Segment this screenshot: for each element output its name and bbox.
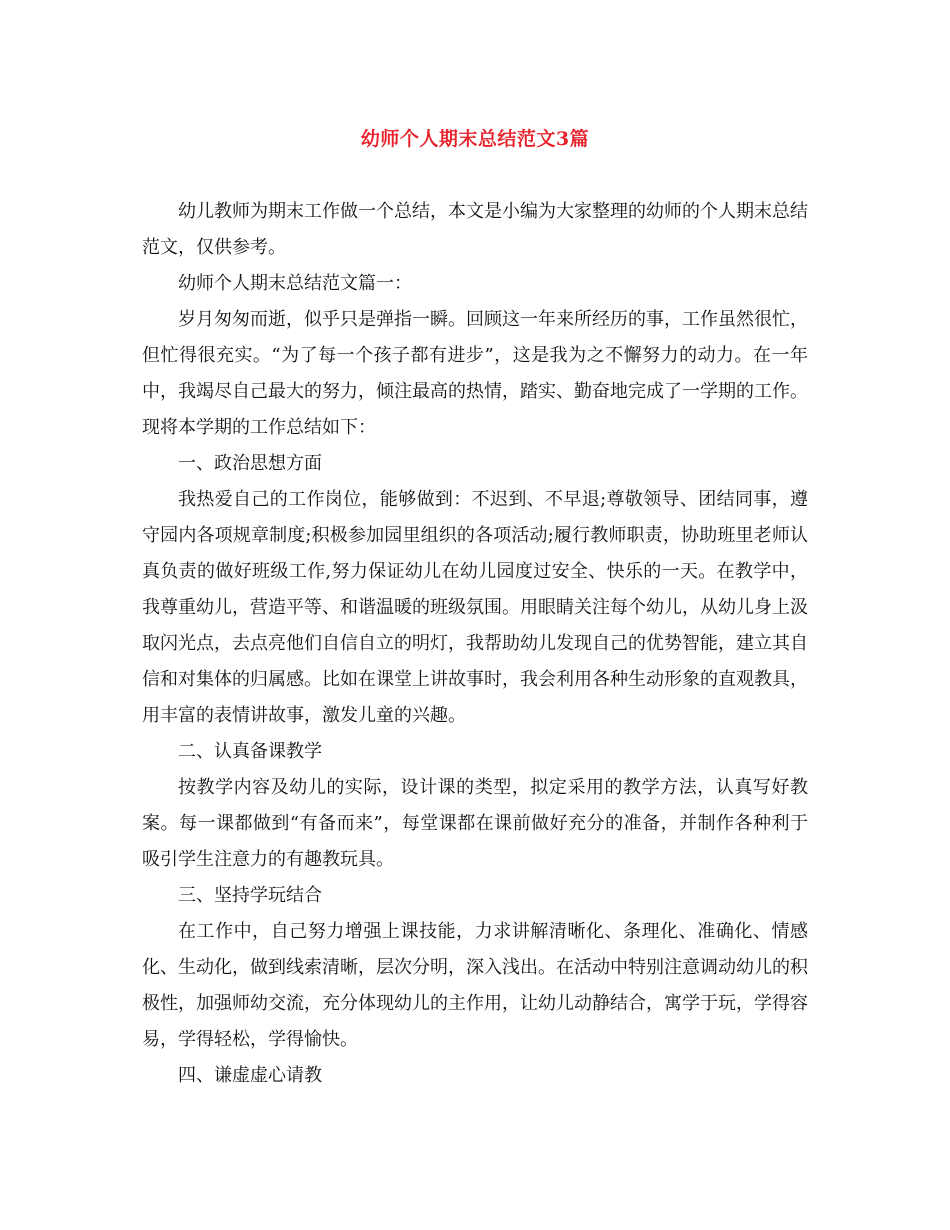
section-heading-politics: 一、政治思想方面 [178,453,322,474]
paragraph-politics: 我热爱自己的工作岗位，能够做到：不迟到、不早退;尊敬领导、团结同事，遵守园内各项规章制度;积极参加园里组织的各项活动;履行教师职责，协助班里老师认真负责的做好班级工作,努力保证幼儿在幼儿园度过安全、快乐的一天。在教学中，我尊重幼儿，营造平等、和谐温暖的班级氛围。用眼睛关注每个幼儿，从幼儿身上汲取闪光点，去点亮他们自信自立的明灯，我帮助幼儿发现自己的优势智能，建立其自信和对集体的归属感。比如在课堂上讲故事时，我会利用各种生动形象的直观教具，用丰富的表情讲故事，激发儿童的兴趣。 [142,489,808,726]
paragraph-overview: 岁月匆匆而逝，似乎只是弹指一瞬。回顾这一年来所经历的事，工作虽然很忙，但忙得很充实。“为了每一个孩子都有进步”，这是我为之不懈努力的动力。在一年中，我竭尽自己最大的努力，倾注最高的热情，踏实、勤奋地完成了一学期的工作。现将本学期的工作总结如下： [142,309,808,438]
paragraph-learn-play: 在工作中，自己努力增强上课技能，力求讲解清晰化、条理化、准确化、情感化、生动化，做到线索清晰，层次分明，深入浅出。在活动中特别注意调动幼儿的积极性，加强师幼交流，充分体现幼儿的主作用，让幼儿动静结合，寓学于玩，学得容易，学得轻松，学得愉快。 [142,921,808,1050]
section-heading-learn-play: 三、坚持学玩结合 [178,885,322,906]
paragraph-heading-part-one: 幼师个人期末总结范文篇一： [178,273,412,294]
section-heading-humility: 四、谦虚虚心请教 [178,1065,322,1086]
paragraph-lesson-prep: 按教学内容及幼儿的实际，设计课的类型，拟定采用的教学方法，认真写好教案。每一课都做到“有备而来”，每堂课都在课前做好充分的准备，并制作各种利于吸引学生注意力的有趣教玩具。 [142,777,808,870]
document-title: 幼师个人期末总结范文3篇 [360,128,590,150]
section-heading-lesson-prep: 二、认真备课教学 [178,741,322,762]
paragraph-intro: 幼儿教师为期末工作做一个总结，本文是小编为大家整理的幼师的个人期末总结范文，仅供参考。 [142,201,808,258]
document-body [142,194,808,1094]
